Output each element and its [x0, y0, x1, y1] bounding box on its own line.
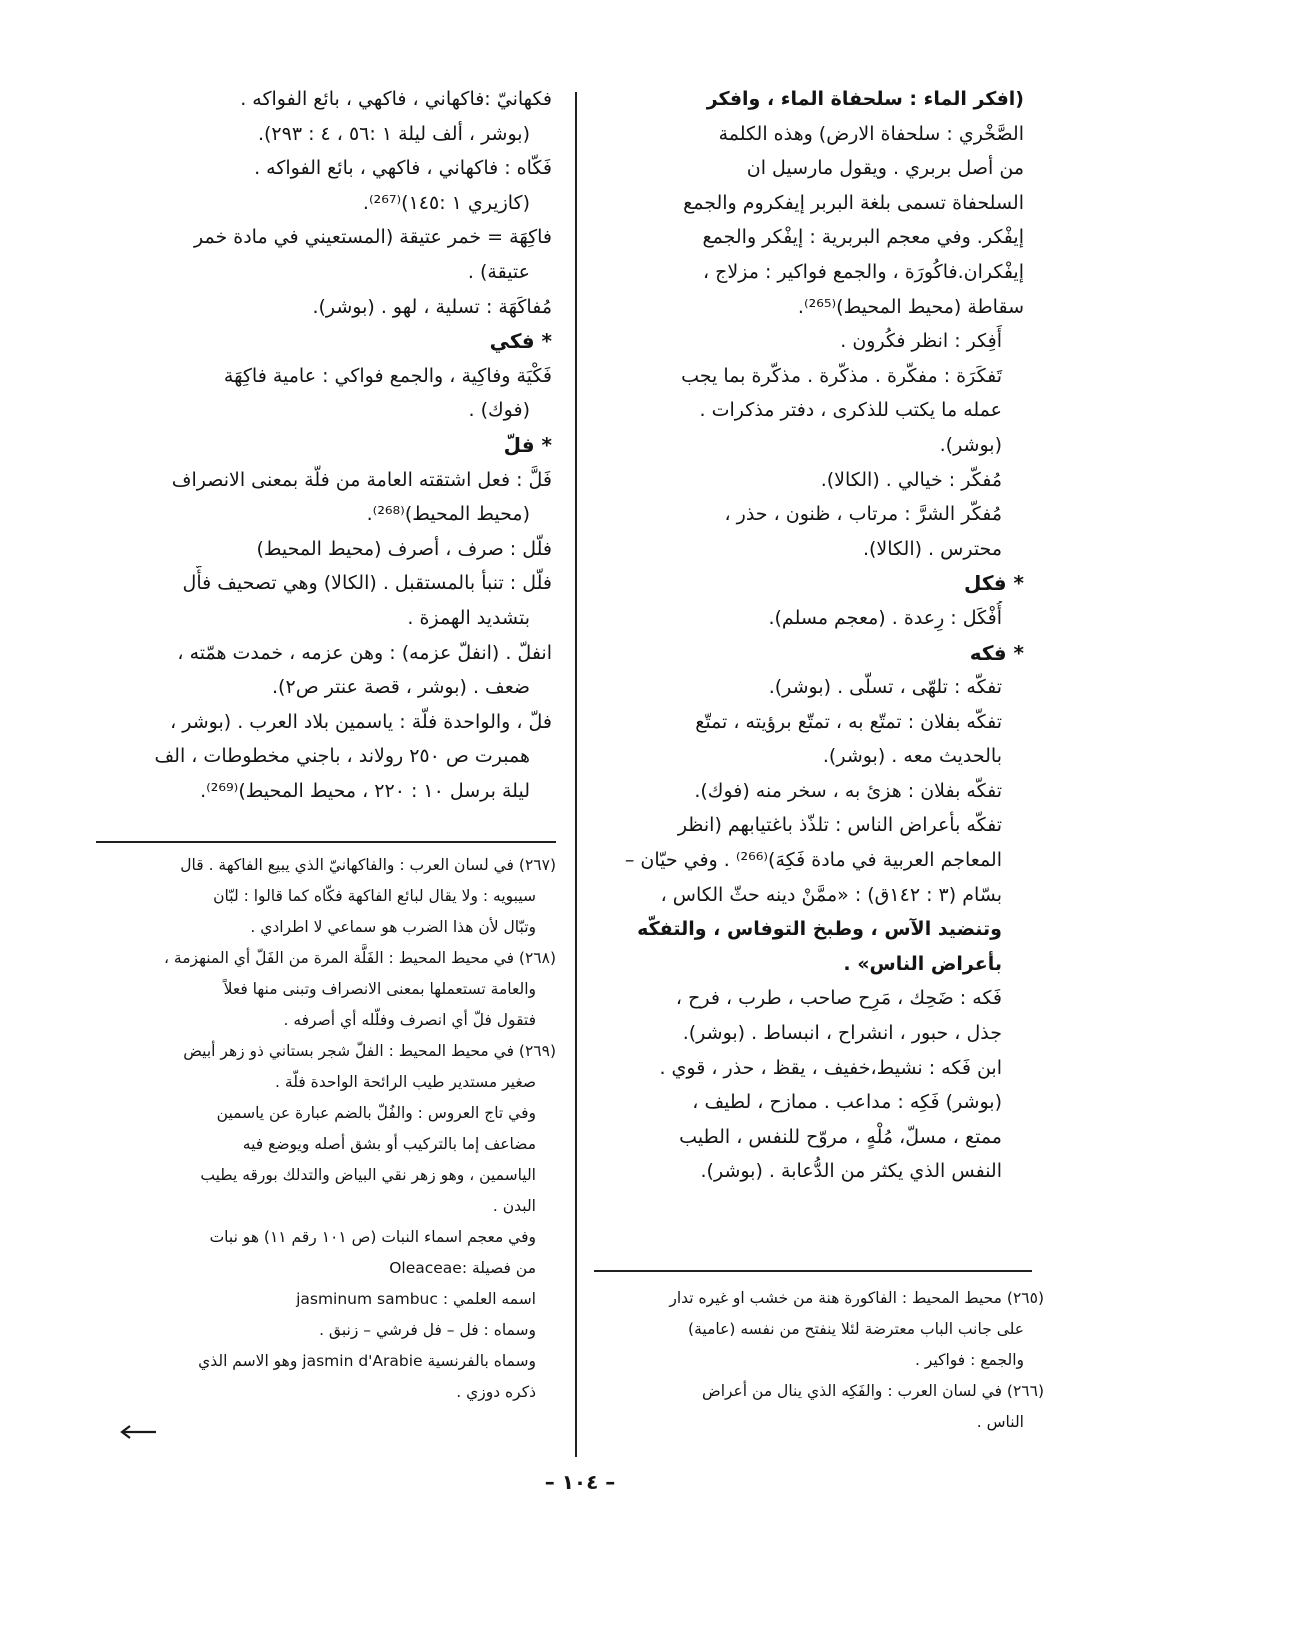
continue-arrow-icon [118, 1424, 158, 1440]
entry-line: السلحفاة تسمى بلغة البربر إيفكروم والجمع [683, 191, 1024, 214]
entry-line: (بوشر ، ألف ليلة ١ :٥٦ ، ٤ : ٢٩٣). [257, 122, 530, 145]
entry-line: تَفكَرَة : مفكّرة . مذكّرة . مذكّرة بما يجب [681, 364, 1002, 387]
entry-line: فكهانيّ :فاكهاني ، فاكهي ، بائع الفواكه . [240, 88, 552, 110]
footnote-line: الياسمين ، وهو زهر نقي البياض والتدلك بورقه يطيب [200, 1166, 536, 1184]
footnote-line: على جانب الباب معترضة لئلا ينفتح من نفسه (عامية) [688, 1320, 1024, 1338]
entry-line: (محيط المحيط)⁽²⁶⁸⁾. [366, 503, 530, 526]
entry-line: (بوشر). [939, 433, 1002, 456]
entry-line: بسّام (٣ : ١٤٢ق) : «ممَّنْ دينه حثّ الكاس ، [660, 883, 1002, 906]
footnote-line: وفي تاج العروس : والفُلّ بالضم عبارة عن ياسمين [216, 1104, 536, 1122]
entry-line: * فلّ [503, 432, 552, 457]
left-column [96, 82, 552, 808]
entry-line: ضعف . (بوشر ، قصة عنتر ص٢). [272, 676, 530, 699]
footnote-line: سيبويه : ولا يقال لبائع الفاكهة فكّاه كما قالوا : لبّان [213, 887, 536, 905]
entry-line: جذل ، حبور ، انشراح ، انبساط . (بوشر). [682, 1022, 1002, 1045]
left-footnote-divider [96, 841, 556, 843]
entry-line: عتيقة) . [467, 260, 530, 283]
page-number: – ١٠٤ – [544, 1470, 616, 1494]
entry-line: بتشديد الهمزة . [407, 606, 530, 629]
entry-line: فلّل : صرف ، أصرف (محيط المحيط) [256, 537, 552, 560]
footnote-line: (٢٦٩) في محيط المحيط : الفلّ شجر بستاني ذو زهر أبيض [183, 1042, 556, 1060]
entry-line: تفكّه بأعراض الناس : تلذّذ باغتيابهم (انظر [677, 814, 1002, 837]
entry-line: تفكّه : تلهّى ، تسلّى . (بوشر). [768, 676, 1002, 699]
entry-line: (كازيري ١ :١٤٥)⁽²⁶⁷⁾. [362, 191, 530, 214]
entry-line: أُفْكَل : رِعدة . (معجم مسلم). [768, 606, 1002, 629]
entry-line: محترس . (الكالا). [862, 537, 1002, 560]
footnote-line: فتقول فلّ أي انصرف وفلّله أي أصرفه . [283, 1011, 536, 1029]
footnote-line: وسماه : فل – فل فرشي – زنبق . [319, 1321, 536, 1339]
entry-line: فَكّاه : فاكهاني ، فاكهي ، بائع الفواكه . [254, 157, 552, 180]
footnote-line: صغير مستدير طيب الرائحة الواحدة فلّة . [275, 1073, 536, 1091]
entry-line: فَكه : ضَحِك ، مَرِح صاحب ، طرب ، فرح ، [675, 987, 1002, 1010]
column-divider [575, 92, 577, 1457]
entry-line: سقاطة (محيط المحيط)⁽²⁶⁵⁾. [797, 295, 1024, 318]
entry-line: مُفكّر : خيالي . (الكالا). [820, 468, 1002, 491]
footnote-line: الناس . [976, 1413, 1024, 1431]
entry-line: (افكر الماء : سلحفاة الماء ، وافكر [706, 88, 1024, 110]
footnote-line: من فصيلة :Oleaceae [389, 1259, 536, 1277]
footnote-line: وفي معجم اسماء النبات (ص ١٠١ رقم ١١) هو نبات [209, 1228, 536, 1246]
footnote-line: مضاعف إما بالتركيب أو بشق أصله ويوضع فيه [242, 1135, 536, 1153]
entry-line: ليلة برسل ١٠ : ٢٢٠ ، محيط المحيط)⁽²⁶⁹⁾. [200, 779, 530, 802]
entry-line: من أصل بربري . ويقول مارسيل ان [746, 157, 1024, 180]
entry-line: وتنضيد الآس ، وطبخ التوفاس ، والتفكّه [637, 918, 1002, 941]
entry-line: * فكل [964, 571, 1024, 596]
entry-line: * فكه [969, 640, 1024, 665]
entry-line: (بوشر) فَكِه : مداعب . ممازح ، لطيف ، [692, 1091, 1002, 1114]
entry-line: تفكّه بفلان : هزئ به ، سخر منه (فوك). [694, 779, 1002, 802]
entry-line: (فوك) . [468, 399, 530, 422]
entry-line: مُفكّر الشرَّ : مرتاب ، ظنون ، حذر ، [724, 503, 1002, 526]
entry-line: ممتع ، مسلّ، مُلْهٍ ، مروّح للنفس ، الطيب [679, 1125, 1002, 1148]
entry-line: بالحديث معه . (بوشر). [822, 745, 1002, 768]
entry-line: فَلَّ : فعل اشتقته العامة من فلّة بمعنى الانصراف [171, 468, 552, 491]
entry-line: بأعراض الناس» . [843, 952, 1002, 975]
entry-line: * فكي [489, 329, 552, 354]
footnote-line: ذكره دوزي . [456, 1383, 536, 1401]
footnote-line: اسمه العلمي : jasminum sambuc [296, 1290, 536, 1308]
entry-line: فاكِهَة = خمر عتيقة (المستعيني في مادة خمر [193, 226, 552, 249]
footnote-line: البدن . [492, 1197, 536, 1215]
entry-line: ابن فَكه : نشيط،خفيف ، يقظ ، حذر ، قوي . [659, 1056, 1002, 1079]
entry-line: أَفِكر : انظر فكُرون . [840, 330, 1002, 353]
footnote-line: (٢٦٧) في لسان العرب : والفاكهانيّ الذي يبيع الفاكهة . قال [180, 856, 556, 874]
footnote-line: (٢٦٨) في محيط المحيط : الفَلَّة المرة من الفَلّ أي المنهزمة ، [163, 949, 556, 967]
entry-line: همبرت ص ٢٥٠ رولاند ، باجني مخطوطات ، الف [154, 745, 530, 768]
entry-line: إيفْكر. وفي معجم البربرية : إيفْكر والجمع [702, 226, 1024, 249]
footnote-line: وسماه بالفرنسية jasmin d'Arabie وهو الاسم الذي [198, 1352, 536, 1370]
footnote-line: وتبّال لأن هذا الضرب هو سماعي لا اطرادي . [250, 918, 536, 936]
footnote-line: (٢٦٦) في لسان العرب : والفَكِه الذي ينال من أعراض [701, 1382, 1044, 1400]
entry-line: فلّ ، والواحدة فلّة : ياسمين بلاد العرب . (بوشر ، [170, 710, 552, 733]
entry-line: فَكْيَة وفاكِية ، والجمع فواكي : عامية فاكِهَة [223, 364, 552, 387]
right-footnote-divider [594, 1270, 1032, 1272]
footnote-line: والجمع : فواكير . [915, 1351, 1024, 1369]
entry-line: الصَّخْري : سلحفاة الارض) وهذه الكلمة [718, 122, 1024, 145]
entry-line: انفلّ . (انفلّ عزمه) : وهن عزمه ، خمدت همّته ، [177, 641, 552, 664]
entry-line: عمله ما يكتب للذكرى ، دفتر مذكرات . [699, 399, 1002, 422]
right-footnotes [604, 1283, 1044, 1438]
right-column [594, 82, 1024, 1189]
footnote-line: والعامة تستعملها بمعنى الانصراف وتبنى منها فعلاً [223, 980, 536, 998]
left-footnotes [96, 850, 556, 1408]
entry-line: مُفاكَهَة : تسلية ، لهو . (بوشر). [312, 295, 552, 318]
entry-line: المعاجم العربية في مادة فَكِهَ)⁽²⁶⁶⁾ . وفي حيّان – [624, 849, 1002, 872]
entry-line: تفكّه بفلان : تمتّع به ، تمتّع برؤيته ، تمتّع [695, 710, 1002, 733]
entry-line: فلّل : تنبأ بالمستقبل . (الكالا) وهي تصحيف فأّل [182, 572, 552, 595]
entry-line: النفس الذي يكثر من الدُّعابة . (بوشر). [700, 1160, 1002, 1183]
entry-line: إيفْكران.فاكُورَة ، والجمع فواكير : مزلاج ، [703, 260, 1024, 283]
footnote-line: (٢٦٥) محيط المحيط : الفاكورة هنة من خشب او غيره تدار [669, 1289, 1044, 1307]
